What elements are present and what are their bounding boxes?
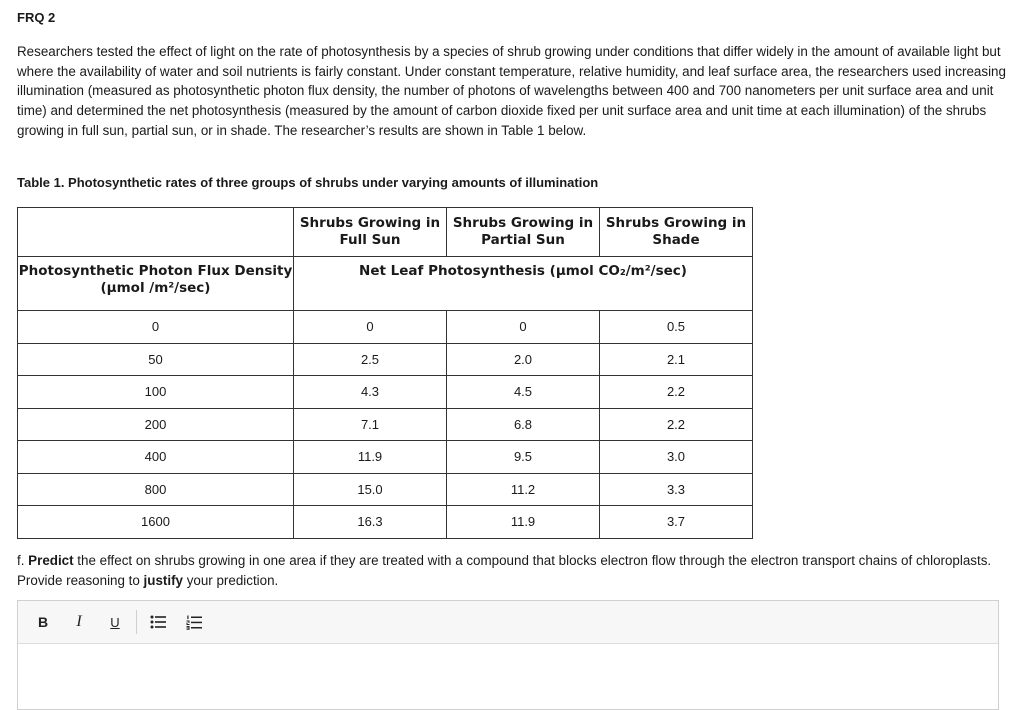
bullet-list-icon — [150, 615, 166, 629]
table-cell: 800 — [18, 473, 294, 506]
table-cell: 0 — [447, 311, 600, 344]
question-title: FRQ 2 — [17, 10, 56, 25]
table-cell: 2.1 — [600, 343, 753, 376]
table-cell: 100 — [18, 376, 294, 409]
table-cell: 15.0 — [294, 473, 447, 506]
table-cell: 0.5 — [600, 311, 753, 344]
table-cell: 2.0 — [447, 343, 600, 376]
table-cell: 3.3 — [600, 473, 753, 506]
row-label-header: Photosynthetic Photon Flux Density (μmol /m²/sec) — [18, 257, 294, 311]
toolbar-divider — [136, 610, 137, 634]
table-caption: Table 1. Photosynthetic rates of three groups of shrubs under varying amounts of illumination — [17, 175, 599, 190]
numbered-list-button[interactable] — [179, 608, 209, 636]
table-cell: 400 — [18, 441, 294, 474]
header-full-sun: Shrubs Growing in Full Sun — [294, 208, 447, 257]
header-partial-sun: Shrubs Growing in Partial Sun — [447, 208, 600, 257]
numbered-list-icon — [186, 615, 202, 630]
table-cell: 1600 — [18, 506, 294, 539]
table-row — [18, 311, 753, 344]
table-header-row — [18, 208, 753, 257]
table-cell: 16.3 — [294, 506, 447, 539]
table-row — [18, 473, 753, 506]
table-cell: 6.8 — [447, 408, 600, 441]
table-cell: 200 — [18, 408, 294, 441]
table-row — [18, 376, 753, 409]
table-row — [18, 343, 753, 376]
question-verb: Predict — [28, 553, 74, 568]
header-empty-cell — [18, 208, 294, 257]
bold-button[interactable]: B — [37, 614, 49, 630]
table-subheader-row — [18, 257, 753, 311]
question-verb-justify: justify — [143, 573, 183, 588]
table-row — [18, 408, 753, 441]
table-row — [18, 441, 753, 474]
table-cell: 2.2 — [600, 408, 753, 441]
intro-paragraph: Researchers tested the effect of light on the rate of photosynthesis by a species of shrub growing under conditions that differ widely in the amount of available light but where the availability of water and soil nutrients is fairly constant. Under constant temperature, relative humidity, and leaf surface area, the researchers used increasing illumination (measured as photosynthetic photon flux density, the number of photons of wavelengths between 400 and 700 nanometers per unit surface area and unit time) and determined the net photosynthesis (measured by the amount of carbon dioxide fixed per unit surface area and unit time at each illumination) of the shrubs growing in full sun, partial sun, or in shade. The researcher’s results are shown in Table 1 below. — [17, 44, 1006, 138]
table-cell: 9.5 — [447, 441, 600, 474]
answer-editor — [17, 600, 999, 710]
table-cell: 11.9 — [447, 506, 600, 539]
answer-text-area[interactable] — [18, 644, 998, 710]
editor-toolbar — [18, 601, 998, 644]
table-cell: 2.2 — [600, 376, 753, 409]
photosynthesis-table — [17, 207, 753, 539]
measure-label-header: Net Leaf Photosynthesis (μmol CO₂/m²/sec) — [294, 257, 753, 311]
header-shade: Shrubs Growing in Shade — [600, 208, 753, 257]
table-cell: 50 — [18, 343, 294, 376]
table-cell: 11.9 — [294, 441, 447, 474]
table-cell: 3.7 — [600, 506, 753, 539]
table-cell: 4.3 — [294, 376, 447, 409]
bullet-list-button[interactable] — [143, 608, 173, 636]
italic-button[interactable]: I — [76, 613, 82, 630]
table-cell: 11.2 — [447, 473, 600, 506]
table-cell: 2.5 — [294, 343, 447, 376]
table-cell: 0 — [18, 311, 294, 344]
table-row — [18, 506, 753, 539]
table-cell: 7.1 — [294, 408, 447, 441]
table-cell: 3.0 — [600, 441, 753, 474]
table-cell: 4.5 — [447, 376, 600, 409]
table-cell: 0 — [294, 311, 447, 344]
question-prompt: f. Predict the effect on shrubs growing in one area if they are treated with a compound that blocks electron flow through the electron transport chains of chloroplasts. Provide reasoning to justify your prediction. — [17, 553, 992, 588]
underline-button[interactable]: U — [110, 614, 120, 630]
